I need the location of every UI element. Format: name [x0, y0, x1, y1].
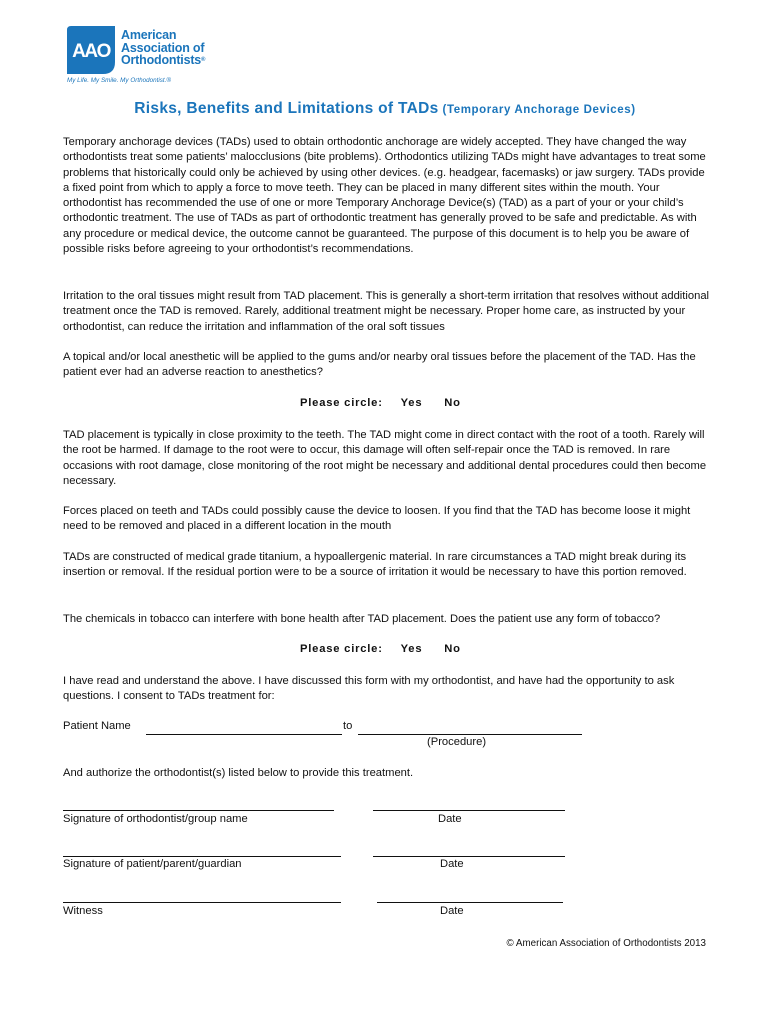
titanium-paragraph: TADs are constructed of medical grade titanium, a hypoallergenic material. In rare circumstances a TAD might break during its insertion or removal. If the residual portion were to be a source of irritation it would be necessary to have this portion removed. — [63, 551, 687, 579]
patient-date-field[interactable] — [373, 856, 565, 857]
patient-name-label: Patient Name — [63, 720, 131, 732]
root-paragraph: TAD placement is typically in close proximity to the teeth. The TAD might come in direct contact with the root of a tooth. Rarely will the root be harmed. If damage to the root were to occur, this damage will often self-repair once the TAD is removed. In rare occasions with root damage, close monitoring of the root might be necessary and additional dental procedures could then become necessary. — [63, 429, 707, 487]
logo-name — [121, 29, 205, 67]
patient-date-label: Date — [440, 858, 464, 870]
tobacco-no-option[interactable]: No — [444, 643, 461, 655]
orthodontist-signature-label: Signature of orthodontist/group name — [63, 813, 248, 825]
title-sub: (Temporary Anchorage Devices) — [442, 104, 636, 116]
copyright-footer: © American Association of Orthodontists 2013 — [506, 938, 706, 949]
circle-label: Please circle: — [300, 397, 383, 409]
witness-date-field[interactable] — [377, 902, 563, 903]
patient-signature-label: Signature of patient/parent/guardian — [63, 858, 242, 870]
tobacco-yes-option[interactable]: Yes — [400, 643, 423, 655]
aao-logo-mark-icon — [67, 26, 115, 74]
witness-label: Witness — [63, 905, 103, 917]
witness-date-label: Date — [440, 905, 464, 917]
orthodontist-date-field[interactable] — [373, 810, 565, 811]
orthodontist-date-label: Date — [438, 813, 462, 825]
circle-label-2: Please circle: — [300, 643, 383, 655]
logo-registered-mark: ® — [201, 57, 206, 63]
forces-paragraph: Forces placed on teeth and TADs could possibly cause the device to loosen. If you find that the TAD has become loose it might need to be removed and placed in a different location in the mouth — [63, 505, 691, 533]
tobacco-paragraph: The chemicals in tobacco can interfere with bone health after TAD placement. Does the patient use any form of tobacco? — [63, 613, 661, 625]
logo-abbr: AAO — [72, 41, 110, 62]
logo-tagline: My Life. My Smile. My Orthodontist.® — [67, 77, 172, 84]
anesthetic-yes-option[interactable]: Yes — [400, 397, 423, 409]
tobacco-circle-prompt — [300, 643, 461, 655]
title-main: Risks, Benefits and Limitations of TADs — [134, 100, 439, 117]
procedure-field[interactable] — [358, 734, 582, 735]
anesthetic-no-option[interactable]: No — [444, 397, 461, 409]
logo-name-line-2: Association of — [121, 40, 205, 55]
to-label: to — [343, 720, 353, 732]
procedure-label: (Procedure) — [427, 736, 487, 748]
anesthetic-paragraph: A topical and/or local anesthetic will be applied to the gums and/or nearby oral tissues before the placement of the TAD. Has the patient ever had an adverse reaction to anesthetics? — [63, 351, 696, 379]
authorize-paragraph: And authorize the orthodontist(s) listed below to provide this treatment. — [63, 767, 414, 779]
patient-name-field[interactable] — [146, 734, 342, 735]
aao-logo — [67, 26, 267, 92]
witness-signature-field[interactable] — [63, 902, 341, 903]
logo-name-line-1: American — [121, 28, 177, 42]
irritation-paragraph: Irritation to the oral tissues might result from TAD placement. This is generally a short-term irritation that resolves without additional treatment once the TAD is removed. Rarely, additional treatment might be necessary. Proper home care, as instructed by your orthodontist, can reduce the irritation and inflammation of the oral soft tissues — [63, 290, 710, 333]
intro-paragraph: Temporary anchorage devices (TADs) used to obtain orthodontic anchorage are widely accepted. They have changed the way orthodontists treat some patients’ malocclusions (bite problems). Orthodontics utilizing TADs might have advantages to treat some problems that historically could only be achieved by using other devices. (e.g. headgear, facemasks) or jaw surgery. TADs provide a fixed point from which to apply a force to move teeth. They can be placed in many different sites within the mouth. Your orthodontist has recommended the use of one or more Temporary Anchorage Device(s) (TAD) as a part of your or your child’s orthodontic treatment. The use of TADs as part of orthodontic treatment has generally proved to be safe and predictable. As with any procedure or medical device, the outcome cannot be guaranteed. The purpose of this document is to help you be aware of possible risks before agreeing to your orthodontist’s recommendations. — [63, 136, 706, 256]
consent-paragraph: I have read and understand the above. I have discussed this form with my orthodontist, and have had the opportunity to ask questions. I consent to TADs treatment for: — [63, 675, 675, 703]
orthodontist-signature-field[interactable] — [63, 810, 334, 811]
patient-signature-field[interactable] — [63, 856, 341, 857]
anesthetic-circle-prompt — [300, 397, 461, 409]
page-title — [0, 100, 770, 118]
logo-name-line-3: Orthodontists — [121, 53, 202, 67]
